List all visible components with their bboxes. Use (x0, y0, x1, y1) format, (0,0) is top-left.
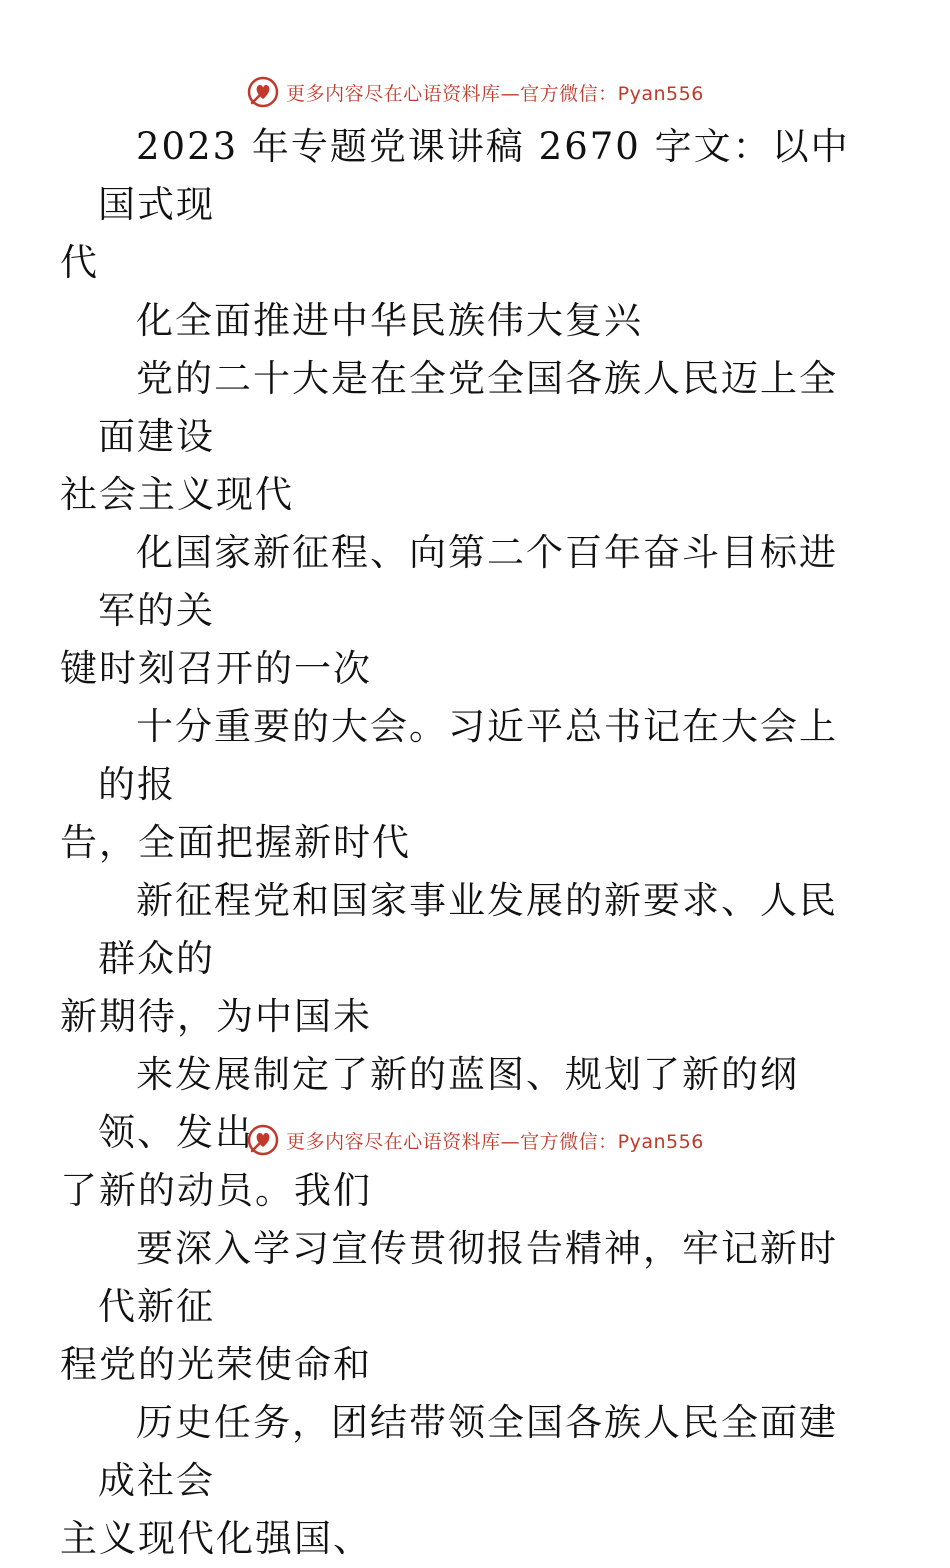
heart-pen-logo-icon (246, 1123, 280, 1157)
paragraph-line-1: 来发展制定了新的蓝图、规划了新的纲领、发出 (98, 1053, 799, 1154)
paragraph-line-2: 了新的动员。我们 (60, 1169, 372, 1212)
paragraph-line-2: 键时刻召开的一次 (60, 647, 372, 690)
paragraph-line-1: 化全面推进中华民族伟大复兴 (136, 299, 643, 342)
paragraph-line-1: 新征程党和国家事业发展的新要求、人民群众的 (98, 879, 838, 980)
document-body (60, 118, 858, 1568)
paragraph-line-1: 十分重要的大会。习近平总书记在大会上的报 (98, 705, 838, 806)
paragraph (98, 292, 858, 350)
heart-pen-logo-icon (246, 75, 280, 109)
paragraph-line-2: 社会主义现代 (60, 473, 294, 516)
paragraph-line-2: 代 (60, 241, 99, 284)
paragraph-line-1: 2023 年专题党课讲稿 2670 字文：以中国式现 (98, 125, 850, 226)
paragraph-line-2: 新期待，为中国未 (60, 995, 372, 1038)
paragraph-line-1: 历史任务，团结带领全国各族人民全面建成社会 (98, 1401, 838, 1502)
paragraph (60, 698, 858, 872)
paragraph (60, 350, 858, 524)
paragraph-line-1: 党的二十大是在全党全国各族人民迈上全面建设 (98, 357, 838, 458)
paragraph-line-2: 程党的光荣使命和 (60, 1343, 372, 1386)
footer-promo-text: 更多内容尽在心语资料库—官方微信：Pyan556 (286, 1130, 704, 1153)
paragraph (60, 524, 858, 698)
paragraph-line-2: 主义现代化强国、 (60, 1517, 372, 1560)
header-promo-text: 更多内容尽在心语资料库—官方微信：Pyan556 (286, 82, 704, 105)
paragraph (60, 118, 858, 292)
paragraph-line-2: 告，全面把握新时代 (60, 821, 411, 864)
paragraph-line-1: 要深入学习宣传贯彻报告精神，牢记新时代新征 (98, 1227, 838, 1328)
header-banner (0, 72, 950, 112)
footer-banner (0, 1120, 950, 1160)
paragraph (60, 1394, 858, 1568)
paragraph (60, 1220, 858, 1394)
paragraph-line-1: 化国家新征程、向第二个百年奋斗目标进军的关 (98, 531, 838, 632)
paragraph (60, 872, 858, 1046)
